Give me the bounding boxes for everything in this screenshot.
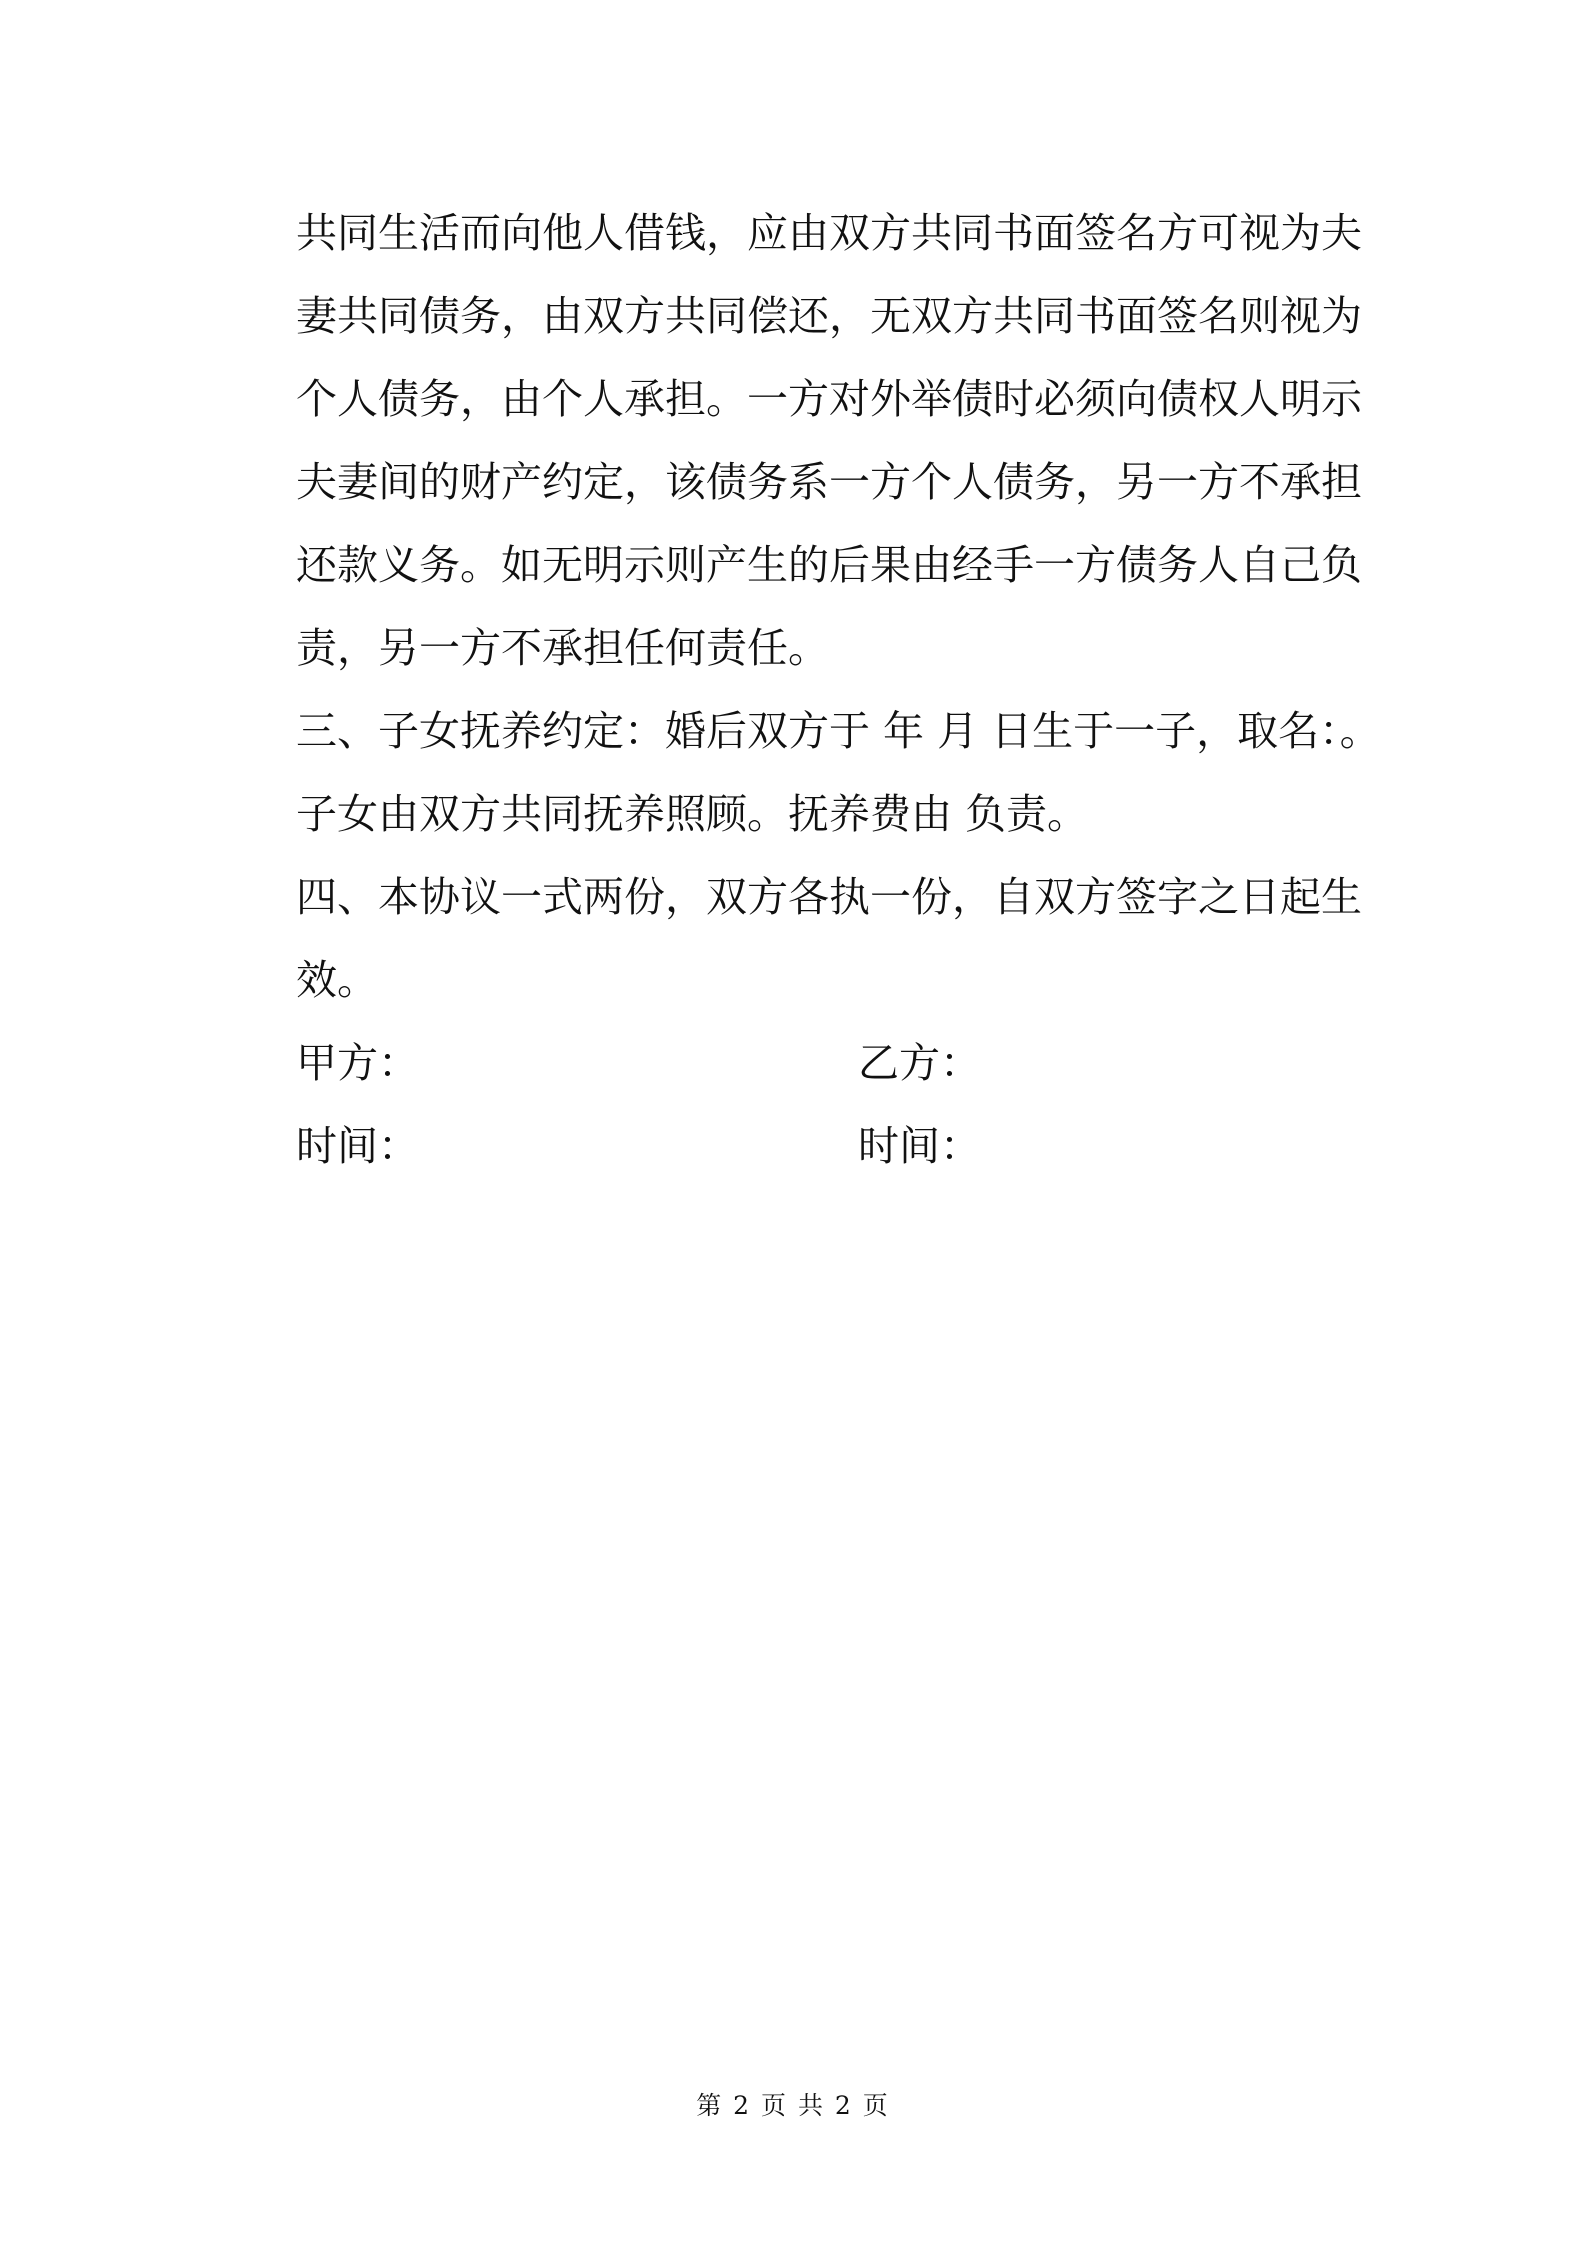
time-a-label: 时间： bbox=[296, 1122, 419, 1170]
body-line: 还款义务。如无明示则产生的后果由经手一方债务人自己负 bbox=[296, 541, 1362, 589]
party-b-label: 乙方： bbox=[858, 1039, 981, 1087]
child-support-line: 子女由双方共同抚养照顾。抚养费由 负责。 bbox=[296, 790, 1089, 838]
agreement-body bbox=[296, 192, 1381, 1188]
agreement-copies-clause: 四、本协议一式两份，双方各执一份，自双方签字之日起生 bbox=[296, 873, 1362, 921]
page-number-footer: 第 2 页 共 2 页 bbox=[696, 2091, 890, 2120]
child-custody-clause: 三、子女抚养约定：婚后双方于 年 月 日生于一子，取名：。 bbox=[296, 707, 1381, 755]
party-a-label: 甲方： bbox=[296, 1039, 419, 1087]
body-line: 效。 bbox=[296, 956, 378, 1004]
body-line: 责，另一方不承担任何责任。 bbox=[296, 624, 829, 672]
date-row bbox=[296, 1105, 1356, 1188]
body-line: 夫妻间的财产约定，该债务系一方个人债务，另一方不承担 bbox=[296, 458, 1362, 506]
body-line: 共同生活而向他人借钱，应由双方共同书面签名方可视为夫 bbox=[296, 209, 1362, 257]
time-b-label: 时间： bbox=[858, 1122, 981, 1170]
body-line: 妻共同债务，由双方共同偿还，无双方共同书面签名则视为 bbox=[296, 292, 1362, 340]
signature-row bbox=[296, 1022, 1356, 1105]
body-line: 个人债务，由个人承担。一方对外举债时必须向债权人明示 bbox=[296, 375, 1362, 423]
